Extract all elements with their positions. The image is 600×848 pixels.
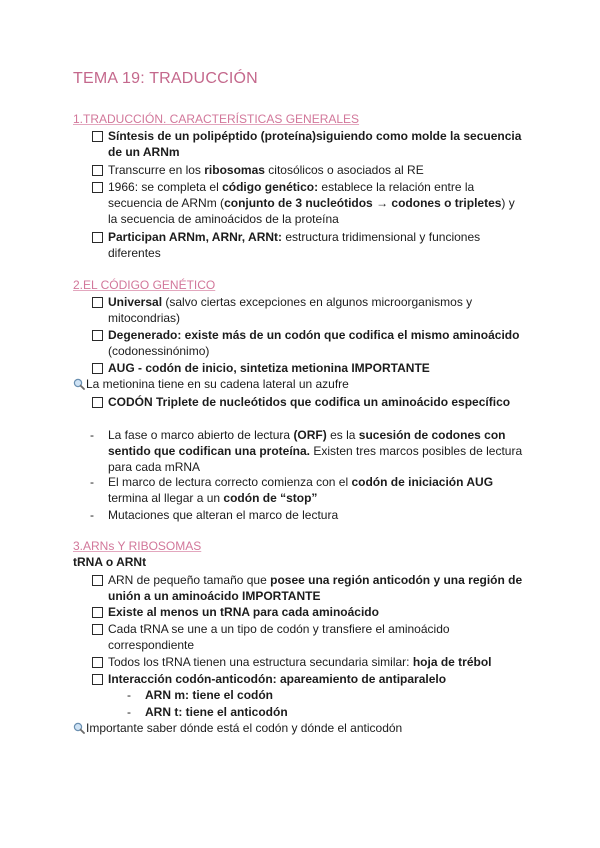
- checkbox-icon: [92, 232, 103, 243]
- checkbox-icon: [92, 165, 103, 176]
- page-title: TEMA 19: TRADUCCIÓN: [73, 70, 258, 87]
- note: Importante saber dónde está el codón y dónde el anticodón: [73, 721, 402, 735]
- section-1-heading: 1.TRADUCCIÓN. CARACTERÍSTICAS GENERALES: [73, 112, 360, 126]
- magnifier-icon: [73, 722, 85, 734]
- section-2-heading: 2.EL CÓDIGO GENÉTICO: [73, 278, 216, 292]
- checkbox-icon: [92, 182, 103, 193]
- checkbox-icon: [92, 657, 103, 668]
- note: La metionina tiene en su cadena lateral un azufre: [73, 377, 349, 391]
- checkbox-icon: [92, 131, 103, 142]
- subheading: tRNA o ARNt: [73, 555, 147, 569]
- checkbox-icon: [92, 363, 103, 374]
- checkbox-icon: [92, 607, 103, 618]
- checkbox-icon: [92, 624, 103, 635]
- magnifier-icon: [73, 378, 85, 390]
- section-3-heading: 3.ARNs Y RIBOSOMAS: [73, 539, 202, 553]
- checkbox-icon: [92, 674, 103, 685]
- checkbox-icon: [92, 297, 103, 308]
- checkbox-icon: [92, 575, 103, 586]
- document-page: TEMA 19: TRADUCCIÓN 1.TRADUCCIÓN. CARACTERÍSTICAS GENERALES Síntesis de un polipéptido (proteína)siguiendo como molde la secuencia de un ARNm Transcurre en los ribosomas citosólicos o asociados al RE 1966: se completa el código genético: establece la relación entre la secuencia de ARNm (conjunto de 3 nucleótidos → codones o tripletes) y la secuencia de aminoácidos de la proteína Participan ARNm, ARNr, ARNt: estructura tridimensional y funciones diferentes 2.EL CÓDIGO GENÉTICO Universal (salvo ciertas excepciones en algunos microorganismos y mitocondrias) Degenerado: existe más de un codón que codifica el mismo aminoácido (codonessinónimo) AUG - codón de inicio, sintetiza metionina IMPORTANTE La metionina tiene en su cadena lateral un azufre CODÓN Triplete de nucleótidos que codifica un aminoácido específico - La fase o marco abierto de lectura (ORF) es la sucesión de codones con sentido que codifican una proteína. Existen tres marcos posibles de lectura para cada mRNA - El marco de lectura correcto comienza con el codón de iniciación AUG termina al llegar a un codón de “stop” - Mutaciones que alteran el marco de lectura 3.ARNs Y RIBOSOMAS tRNA o ARNt ARN de pequeño tamaño que posee una región anticodón y una región de unión a un aminoácido IMPORTANTE Existe al menos un tRNA para cada aminoácido Cada tRNA se une a un tipo de codón y transfiere el aminoácido correspondiente Todos los tRNA tienen una estructura secundaria similar: hoja de trébol Interacción codón-anticodón: apareamiento de antiparalelo - ARN m: tiene el codón - ARN t: tiene el anticodón Importante saber dónde está el codón y dónde el anticodón: [73, 70, 523, 735]
- checkbox-icon: [92, 397, 103, 408]
- checkbox-icon: [92, 330, 103, 341]
